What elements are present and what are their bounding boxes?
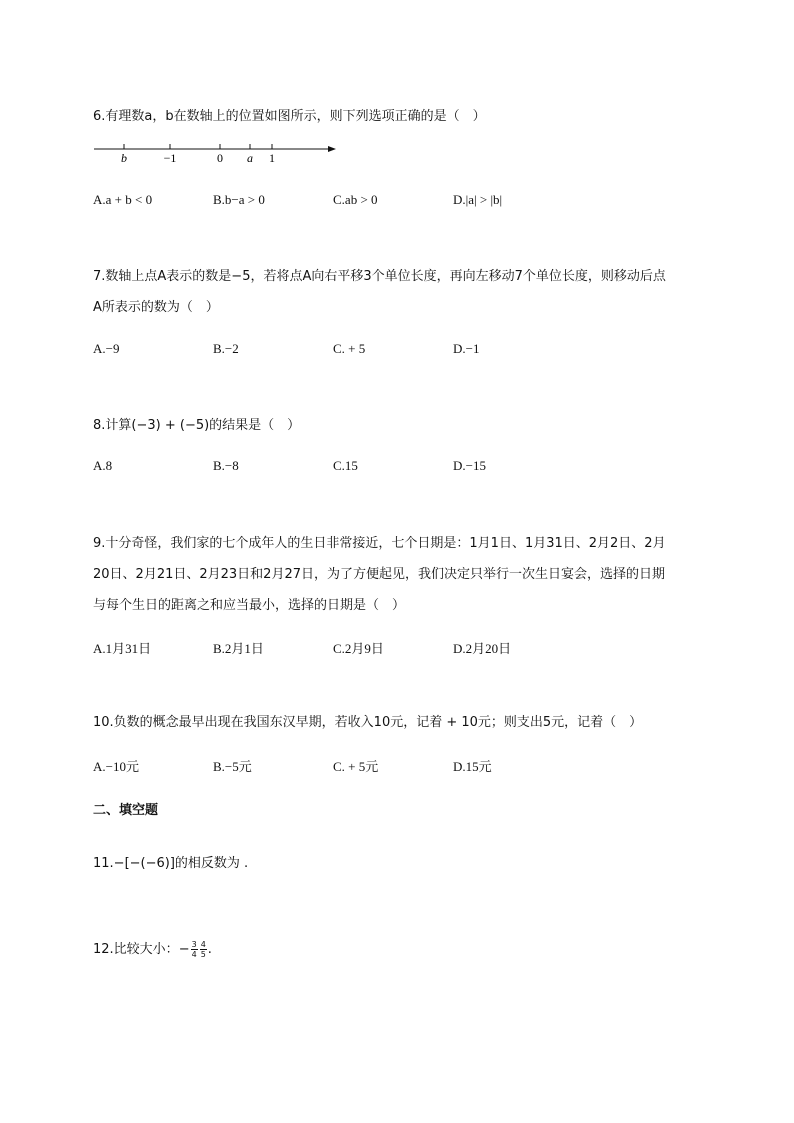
q6-option-a: A.a + b < 0: [93, 192, 153, 207]
q8-option-c: C.15: [333, 458, 358, 473]
q10-option-b: B.−5元: [213, 759, 252, 774]
q8-stem: 8.计算(−3) + (−5)的结果是（ ）: [93, 418, 301, 433]
q7-option-d: D.−1: [453, 341, 480, 356]
q7-option-b: B.−2: [213, 341, 239, 356]
label-1: 1: [269, 151, 275, 162]
q9-stem-line2: 20日、2月21日、2月23日和2月27日，为了方便起见，我们决定只举行一次生日宴会，选择的日期: [93, 567, 665, 582]
q6-option-d: D.|a| > |b|: [453, 192, 503, 207]
q9-stem-line1: 9.十分奇怪，我们家的七个成年人的生日非常接近，七个日期是：1月1日、1月31日、2月2日、2月: [93, 536, 666, 551]
q8-option-b: B.−8: [213, 458, 239, 473]
q10-option-a: A.−10元: [93, 759, 139, 774]
q7-option-c: C. + 5: [333, 341, 366, 356]
q11-stem: 11.−[−(−6)]的相反数为 .: [93, 856, 249, 871]
q7-stem-line1: 7.数轴上点A表示的数是−5，若将点A向右平移3个单位长度，再向左移动7个单位长度，则移动后点: [93, 269, 666, 284]
label-b: b: [121, 151, 127, 162]
q6-option-b: B.b−a > 0: [213, 192, 265, 207]
q12-fraction-2: [200, 940, 207, 959]
number-line-arrow: [328, 146, 336, 152]
q12-suffix: .: [207, 942, 212, 957]
q7-option-a: A.−9: [93, 341, 120, 356]
q12-frac1-denominator: 4: [191, 950, 197, 959]
q9-option-a: A.1月31日: [93, 641, 152, 656]
q12-frac2-denominator: 5: [200, 950, 206, 959]
q10-option-c: C. + 5元: [333, 759, 379, 774]
q10-stem: 10.负数的概念最早出现在我国东汉早期，若收入10元，记着 + 10元；则支出5元，记着（ ）: [93, 715, 643, 730]
q7-stem-line2: A所表示的数为（ ）: [93, 300, 219, 315]
q12-frac1-numerator: 3: [191, 940, 197, 949]
q9-option-c: C.2月9日: [333, 641, 384, 656]
q12-stem: [93, 934, 212, 966]
section-heading: 二、填空题: [93, 803, 159, 818]
label-neg1: −1: [163, 151, 177, 162]
q12-frac2-numerator: 4: [200, 940, 206, 949]
q6-stem: 6.有理数a，b在数轴上的位置如图所示，则下列选项正确的是（ ）: [93, 109, 486, 124]
q8-option-a: A.8: [93, 458, 113, 473]
q12-fraction-1: [191, 940, 198, 959]
number-line-figure: [92, 138, 342, 162]
label-0: 0: [217, 151, 223, 162]
q12-frac1-sign: −: [178, 942, 190, 957]
label-a: a: [247, 151, 253, 162]
q6-option-c: C.ab > 0: [333, 192, 378, 207]
q10-option-d: D.15元: [453, 759, 492, 774]
q9-stem-line3: 与每个生日的距离之和应当最小，选择的日期是（ ）: [93, 598, 406, 613]
q9-option-b: B.2月1日: [213, 641, 264, 656]
q8-option-d: D.−15: [453, 458, 486, 473]
q9-option-d: D.2月20日: [453, 641, 512, 656]
q12-prefix: 12.比较大小：: [93, 942, 179, 957]
